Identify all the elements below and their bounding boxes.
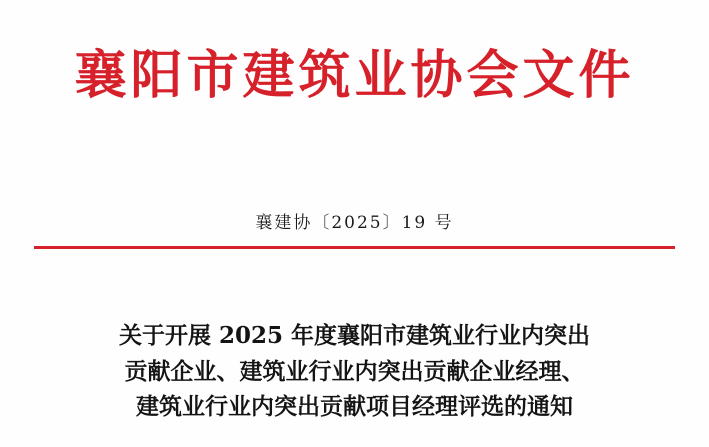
document-number: 襄建协〔2025〕19 号 (255, 213, 454, 233)
notice-title-line-3: 建筑业行业内突出贡献项目经理评选的通知 (136, 393, 573, 421)
notice-title-line-2: 贡献企业、建筑业行业内突出贡献企业经理、 (124, 357, 585, 385)
document-header-title: 襄阳市建筑业协会文件 (74, 45, 635, 106)
notice-title (60, 318, 649, 425)
notice-title-line-1: 关于开展 2025 年度襄阳市建筑业行业内突出 (118, 322, 591, 349)
red-divider-rule (34, 246, 675, 249)
